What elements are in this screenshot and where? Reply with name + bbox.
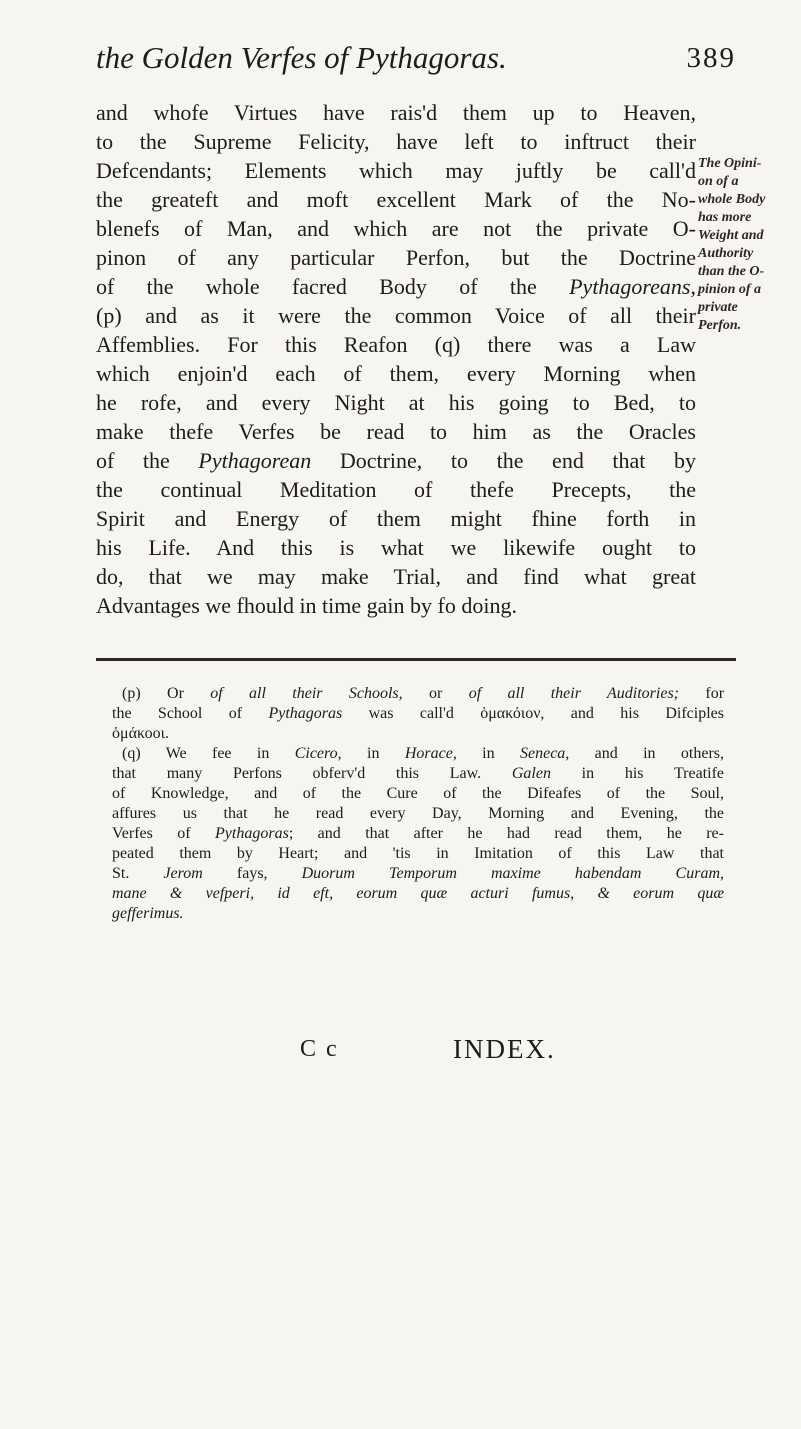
margin-note-line: The Opini- — [698, 156, 762, 171]
margin-note-line: Weight and — [698, 228, 764, 243]
footnote-line: of Knowledge, and of the Cure of the Difeafes of the Soul, — [112, 785, 724, 802]
margin-note-line: on of a — [698, 174, 739, 189]
margin-note-line: Perfon. — [698, 318, 742, 333]
footnote-line: that many Perfons obferv'd this Law. Galen in his Treatife — [112, 765, 725, 782]
text-line: and whofe Virtues have rais'd them up to Heaven, — [96, 100, 696, 125]
margin-note — [698, 155, 798, 335]
footnote-line: gefferimus. — [112, 905, 184, 922]
text-line: which enjoin'd each of them, every Morning when — [96, 361, 696, 386]
margin-note-line: has more — [698, 210, 752, 225]
footnote-line: mane & vefperi, id eft, eorum quæ acturi fumus, & eorum quæ — [112, 885, 724, 902]
text-line: Spirit and Energy of them might fhine forth in — [96, 506, 696, 531]
text-line: his Life. And this is what we likewife ought to — [96, 535, 696, 560]
text-line: the continual Meditation of thefe Precepts, the — [96, 477, 696, 502]
text-line: pinon of any particular Perfon, but the Doctrine — [96, 245, 696, 270]
signature-mark: C c — [300, 1036, 339, 1062]
text-line: do, that we may make Trial, and find what great — [96, 564, 696, 589]
footnote-line: affures us that he read every Day, Morning and Evening, the — [112, 805, 724, 822]
footnote-line: ὁμάκοοι. — [112, 725, 169, 742]
margin-note-line: whole Body — [698, 192, 766, 207]
footnote-line: peated them by Heart; and 'tis in Imitation of this Law that — [112, 845, 724, 862]
text-line: (p) and as it were the common Voice of all their — [96, 303, 696, 328]
catchword: INDEX. — [453, 1034, 556, 1064]
margin-note-line: Authority — [698, 246, 754, 261]
text-line: make thefe Verfes be read to him as the Oracles — [96, 419, 696, 444]
text-line: Defcendants; Elements which may juftly be call'd — [96, 158, 696, 183]
margin-note-line: private — [698, 300, 738, 315]
footnote-line: (q) We fee in Cicero, in Horace, in Seneca, and in others, — [122, 745, 725, 762]
footnote-line: Verfes of Pythagoras; and that after he had read them, he re- — [112, 825, 724, 842]
main-text — [96, 98, 696, 620]
running-head — [96, 40, 736, 90]
margin-note-line: than the O- — [698, 264, 765, 279]
text-line: Advantages we fhould in time gain by fo doing. — [96, 593, 517, 618]
text-line: Affemblies. For this Reafon (q) there was a Law — [96, 332, 696, 357]
text-line: to the Supreme Felicity, have left to inftruct their — [96, 129, 696, 154]
text-line: blenefs of Man, and which are not the private O- — [96, 216, 696, 241]
text-line: the greateft and moft excellent Mark of the No- — [96, 187, 696, 212]
footnote-line: (p) Or of all their Schools, or of all their Auditories; for — [122, 685, 725, 702]
running-title: the Golden Verfes of Pythagoras. — [96, 40, 507, 75]
margin-note-line: pinion of a — [698, 282, 762, 297]
footnote-line: St. Jerom fays, Duorum Temporum maxime habendam Curam, — [112, 865, 724, 882]
text-line: he rofe, and every Night at his going to Bed, to — [96, 390, 696, 415]
text-line: of the whole facred Body of the Pythagoreans, — [96, 274, 696, 299]
footnote-line: the School of Pythagoras was call'd ὁμακόιον, and his Difciples — [112, 705, 724, 722]
footnote-rule — [96, 658, 736, 661]
footnotes — [112, 684, 724, 924]
text-line: of the Pythagorean Doctrine, to the end that by — [96, 448, 696, 473]
page-number: 389 — [686, 42, 736, 74]
